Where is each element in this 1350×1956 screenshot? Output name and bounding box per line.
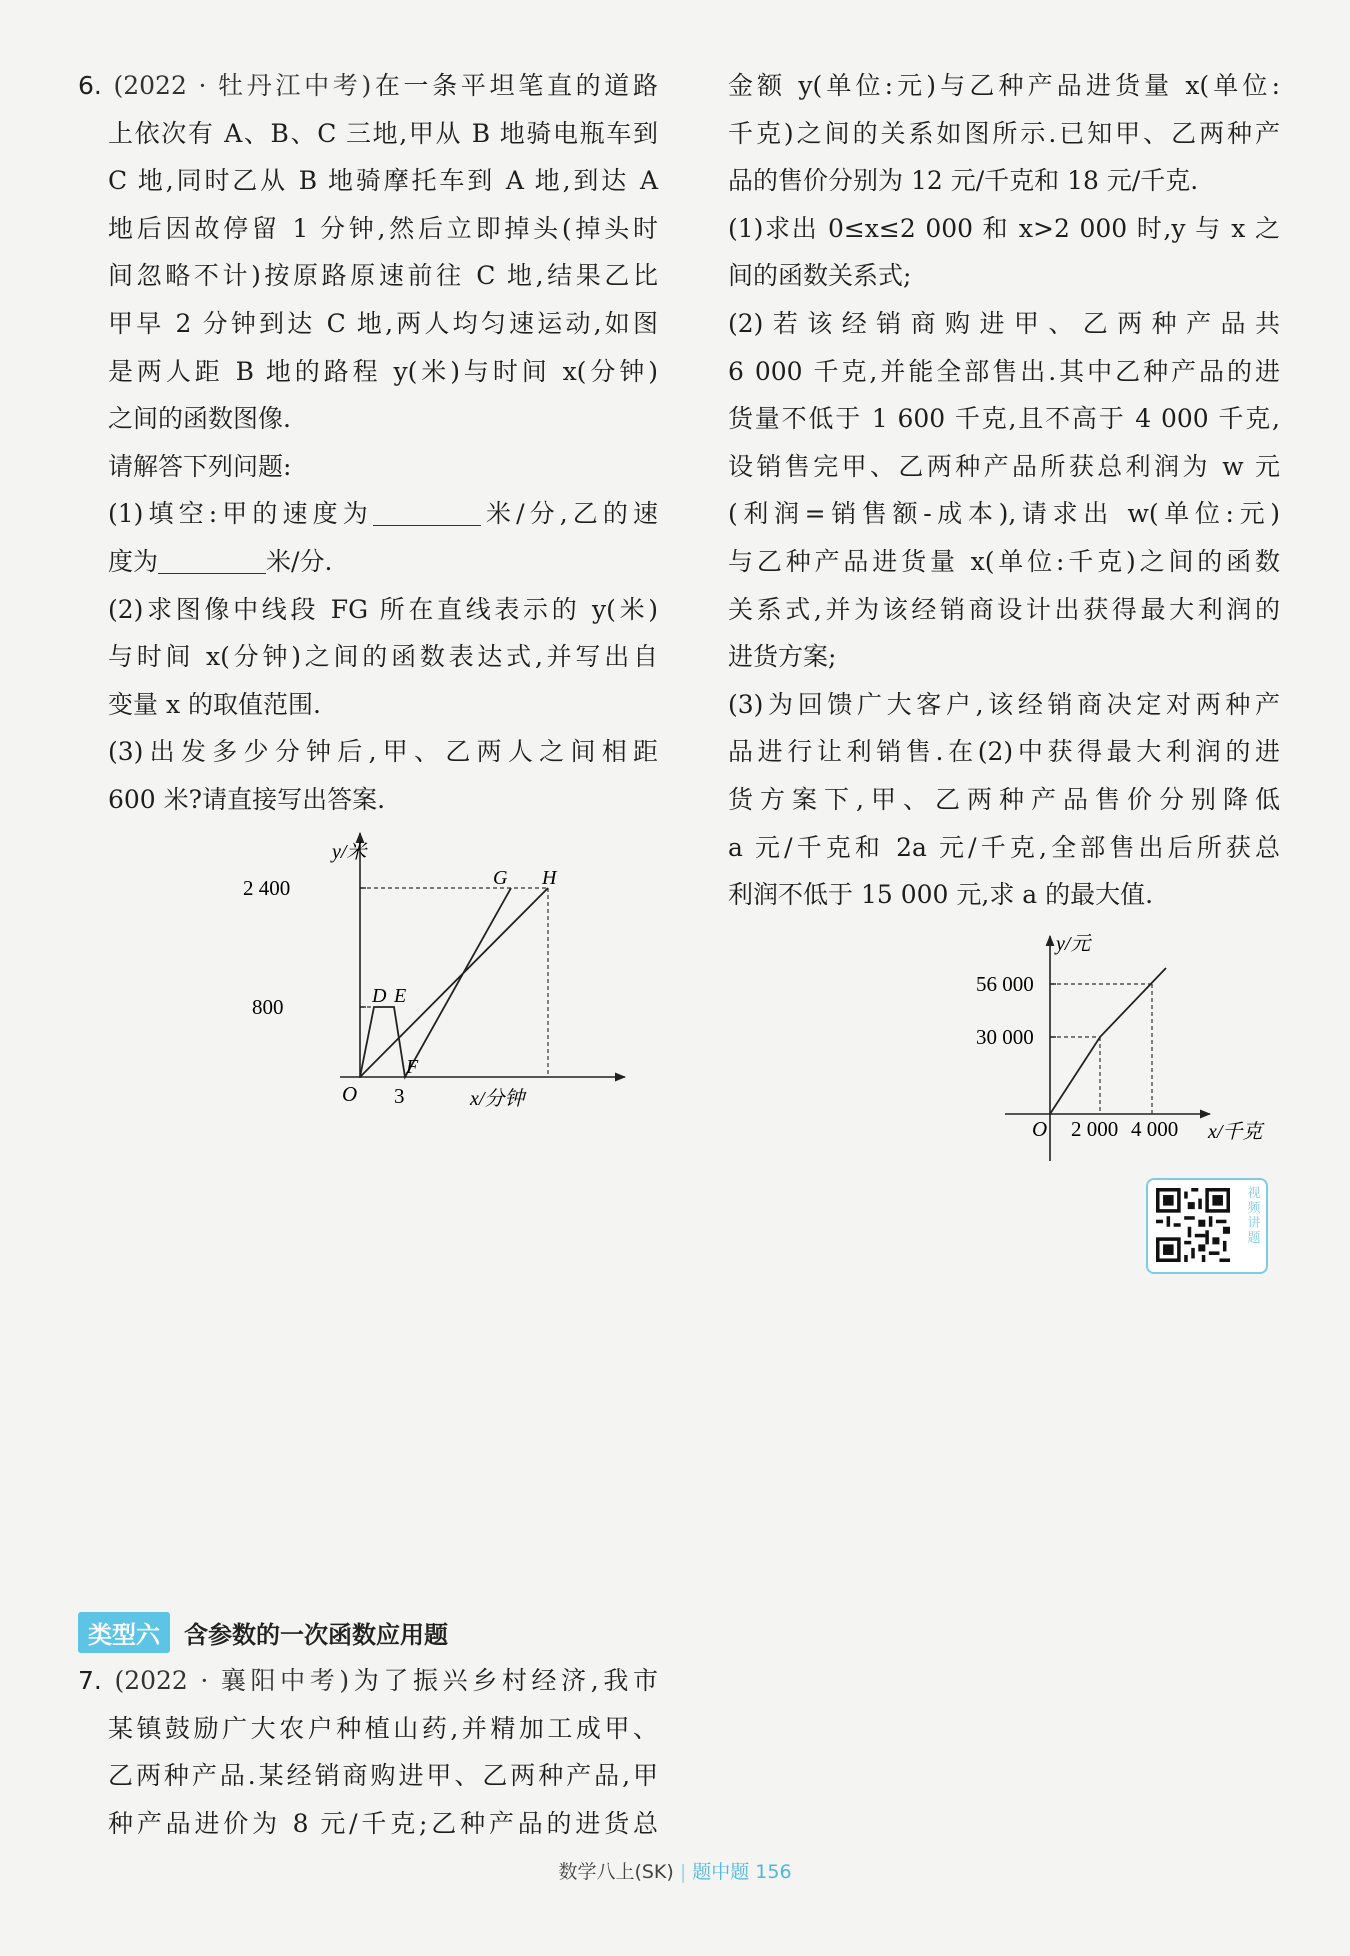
q6b-line: 品的售价分别为 12 元/千克和 18 元/千克. <box>728 166 1199 196</box>
q6b-graph <box>970 926 1290 1166</box>
q6-line: 地后因故停留 1 分钟,然后立即掉头(掉头时 <box>108 213 658 243</box>
origin-label: O <box>1032 1117 1048 1141</box>
point-F: F <box>406 1056 419 1078</box>
q6-line-1 <box>78 62 658 110</box>
page-footer: 数学八上(SK) | 题中题 156 <box>558 1861 792 1883</box>
q6-graph <box>243 828 670 1118</box>
x-axis-label: x/千克 <box>1208 1121 1263 1143</box>
q7-line: 某镇鼓励广大农户种植山药,并精加工成甲、 <box>108 1713 658 1743</box>
q6b-line: 关系式,并为该经销商设计出获得最大利润的 <box>728 594 1280 624</box>
q6-part2-line: 与时间 x(分钟)之间的函数表达式,并写出自 <box>108 642 658 672</box>
q7-source: (2022 · 襄阳中考) <box>114 1666 350 1695</box>
q6b-line: 千克)之间的关系如图所示.已知甲、乙两种产 <box>728 118 1280 148</box>
q6b-line: 利润不低于 15 000 元,求 a 的最大值. <box>728 880 1154 910</box>
qr-code-icon <box>1156 1188 1230 1262</box>
q6b-line: (2)若该经销商购进甲、乙两种产品共 <box>728 308 1280 338</box>
q6-line: 甲早 2 分钟到达 C 地,两人均匀速运动,如图 <box>108 308 658 338</box>
answer-blank <box>158 543 266 574</box>
polyline-ODEFG <box>360 888 511 1077</box>
section-title: 含参数的一次函数应用题 <box>184 1621 448 1649</box>
q7-number: 7. <box>78 1666 102 1695</box>
q6b-line: 货方案下,甲、乙两种产品售价分别降低 <box>728 784 1280 814</box>
point-D: D <box>372 985 387 1007</box>
answer-blank <box>373 495 481 526</box>
qr-code-card[interactable] <box>1146 1178 1268 1274</box>
footer-book: 数学八上(SK) <box>558 1861 674 1883</box>
q6-part3-line: 600 米?请直接写出答案. <box>108 784 386 814</box>
q6-part2-line: (2)求图像中线段 FG 所在直线表示的 y(米) <box>108 594 658 624</box>
q6-part1-b: 米/分,乙的速 <box>480 499 658 529</box>
q6-part3-line: (3)出发多少分钟后,甲、乙两人之间相距 <box>108 737 658 767</box>
q6b-line: 与乙种产品进货量 x(单位:千克)之间的函数 <box>728 546 1280 576</box>
q7-line: 种产品进价为 8 元/千克;乙种产品的进货总 <box>108 1808 658 1838</box>
q6-line: 请解答下列问题: <box>108 451 292 481</box>
q6-part2-line: 变量 x 的取值范围. <box>108 689 321 719</box>
question-6 <box>78 62 658 824</box>
q6b-line: 金额 y(单位:元)与乙种产品进货量 x(单位: <box>728 71 1280 100</box>
q7-line-1 <box>78 1657 658 1705</box>
q6-line: 之间的函数图像. <box>108 404 291 434</box>
origin-label: O <box>342 1082 358 1106</box>
q6b-line: (利润=销售额-成本),请求出 w(单位:元) <box>728 499 1280 529</box>
footer-page: 156 <box>755 1861 792 1883</box>
x-axis-label: x/分钟 <box>470 1088 525 1110</box>
q6b-line: 6 000 千克,并能全部售出.其中乙种产品的进 <box>728 356 1280 386</box>
x-tick-3: 3 <box>394 1084 405 1108</box>
section-header <box>78 1612 448 1653</box>
q7-text: 为了振兴乡村经济,我市 <box>349 1666 658 1695</box>
cost-line <box>1050 968 1166 1114</box>
q6b-line: (1)求出 0≤x≤2 000 和 x>2 000 时,y 与 x 之 <box>728 213 1280 243</box>
q6b-line: 设销售完甲、乙两种产品所获总利润为 w 元 <box>728 451 1280 481</box>
q6-source: (2022 · 牡丹江中考) <box>113 71 372 100</box>
q6-number: 6. <box>78 71 102 100</box>
q6-part1-line2 <box>78 538 658 586</box>
q6-line: 上依次有 A、B、C 三地,甲从 B 地骑电瓶车到 <box>108 118 658 148</box>
line-OH <box>360 888 548 1077</box>
q6b-line: a 元/千克和 2a 元/千克,全部售出后所获总 <box>728 832 1280 862</box>
x-tick-2000: 2 000 <box>1071 1117 1119 1141</box>
footer-section: 题中题 <box>692 1861 750 1883</box>
x-tick-4000: 4 000 <box>1131 1117 1179 1141</box>
q6b-line: 货量不低于 1 600 千克,且不高于 4 000 千克, <box>728 404 1280 434</box>
q6-part1-line1 <box>78 490 658 538</box>
point-E: E <box>394 985 407 1007</box>
q6b-line: 间的函数关系式; <box>728 261 912 291</box>
section-tag: 类型六 <box>78 1612 170 1653</box>
q6b-line: 进货方案; <box>728 642 837 672</box>
q6-line: 是两人距 B 地的路程 y(米)与时间 x(分钟) <box>108 356 658 386</box>
q6-part1-a: (1)填空:甲的速度为 <box>108 499 373 529</box>
question-7 <box>78 1657 658 1847</box>
y-axis-label: y/元 <box>1056 933 1091 955</box>
qr-label: 视频讲题 <box>1247 1186 1261 1246</box>
q6b-line: (3)为回馈广大客户,该经销商决定对两种产 <box>728 689 1280 719</box>
y-tick-56000: 56 000 <box>976 972 1034 996</box>
y-tick-30000: 30 000 <box>976 1025 1034 1049</box>
q6b-line: 品进行让利销售.在(2)中获得最大利润的进 <box>728 737 1280 767</box>
q7-line: 乙两种产品.某经销商购进甲、乙两种产品,甲 <box>108 1761 658 1791</box>
q6-line: 间忽略不计)按原路原速前往 C 地,结果乙比 <box>108 261 658 291</box>
question-q6b <box>728 62 1280 919</box>
y-tick-800: 800 <box>252 995 284 1019</box>
q6-part1-d: 米/分. <box>266 546 333 576</box>
point-H: H <box>542 867 557 889</box>
y-axis-label: y/米 <box>332 841 367 863</box>
y-tick-2400: 2 400 <box>243 876 291 900</box>
q6-text: 在一条平坦笔直的道路 <box>371 71 658 100</box>
q6-line: C 地,同时乙从 B 地骑摩托车到 A 地,到达 A <box>108 166 658 196</box>
q6-part1-c: 度为 <box>108 546 159 576</box>
point-G: G <box>493 867 508 889</box>
